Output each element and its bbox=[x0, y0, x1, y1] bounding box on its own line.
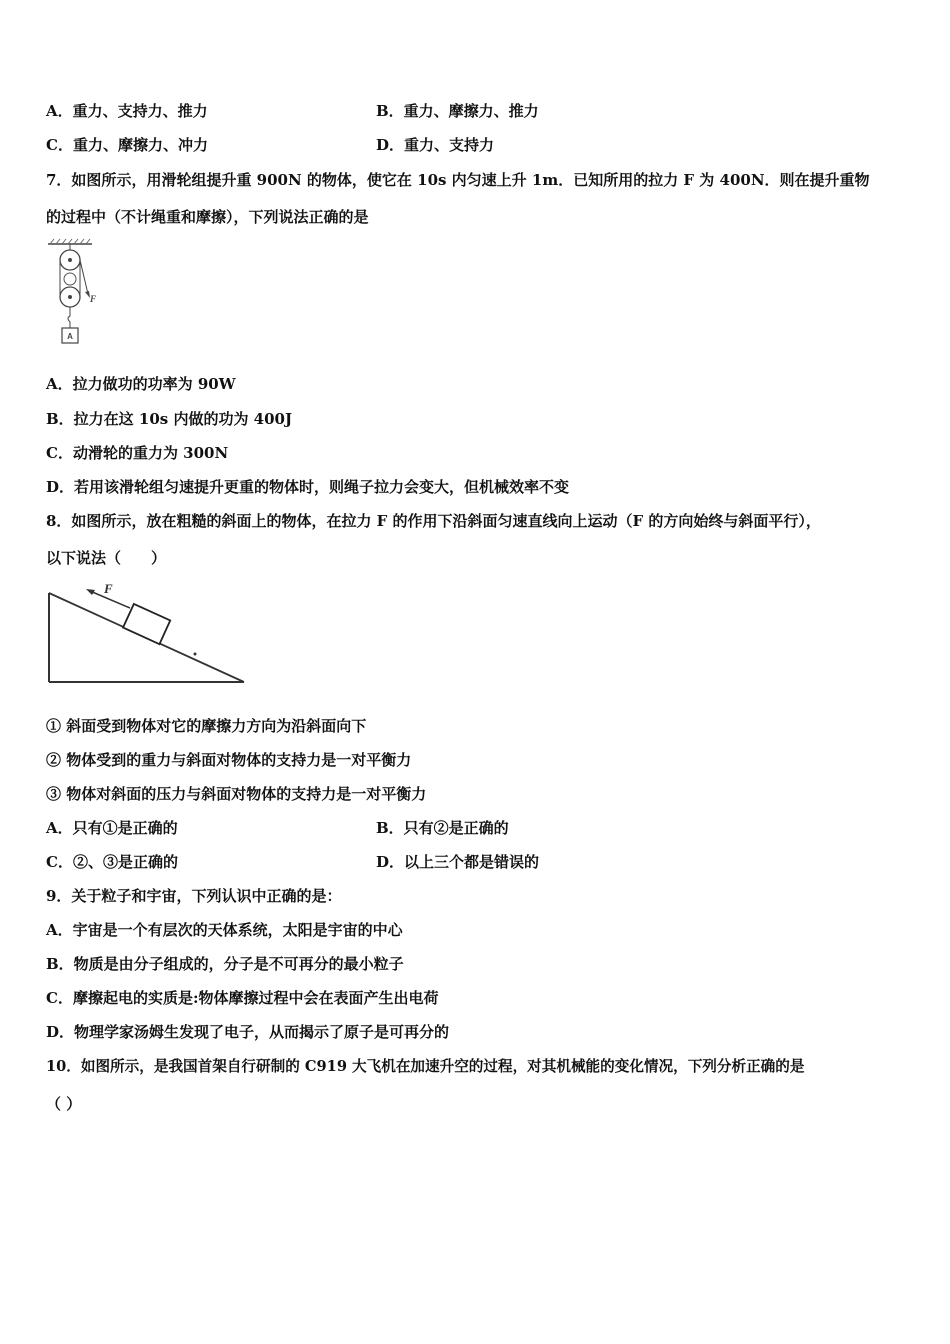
q8-option-b: B．只有②是正确的 bbox=[376, 819, 509, 837]
q8-option-c: C．②、③是正确的 bbox=[46, 853, 178, 871]
q7-stem-line1: 7．如图所示，用滑轮组提升重 900N 的物体，使它在 10s 内匀速上升 1m．已知所用的拉力 F 为 400N．则在提升重物 bbox=[46, 171, 870, 189]
q6-option-c: C．重力、摩擦力、冲力 bbox=[46, 136, 208, 154]
q7-option-d: D．若用该滑轮组匀速提升更重的物体时，则绳子拉力会变大，但机械效率不变 bbox=[46, 478, 570, 496]
q8-stem-line1: 8．如图所示，放在粗糙的斜面上的物体，在拉力 F 的作用下沿斜面匀速直线向上运动（F 的方向始终与斜面平行）， bbox=[46, 512, 821, 530]
q7-weight-label: A bbox=[67, 332, 73, 341]
q7-pulley-figure bbox=[44, 238, 114, 346]
q8-incline-figure bbox=[44, 580, 248, 688]
q7-option-a: A．拉力做功的功率为 90W bbox=[46, 375, 236, 393]
q8-option-a: A．只有①是正确的 bbox=[46, 819, 178, 837]
q9-option-c: C．摩擦起电的实质是:物体摩擦过程中会在表面产生出电荷 bbox=[46, 989, 439, 1007]
q9-stem: 9．关于粒子和宇宙，下列认识中正确的是： bbox=[46, 887, 342, 905]
q8-force-label: F bbox=[104, 581, 113, 596]
q10-stem-line2: （ ） bbox=[46, 1095, 82, 1113]
q10-stem-line1: 10．如图所示，是我国首架自行研制的 C919 大飞机在加速升空的过程，对其机械能的变化情况，下列分析正确的是 bbox=[46, 1058, 805, 1075]
q9-option-b: B．物质是由分子组成的，分子是不可再分的最小粒子 bbox=[46, 955, 404, 973]
q7-force-label: F bbox=[90, 294, 97, 304]
q8-option-d: D．以上三个都是错误的 bbox=[376, 853, 540, 871]
q7-stem-line2: 的过程中（不计绳重和摩擦），下列说法正确的是 bbox=[46, 208, 369, 226]
q7-option-b: B．拉力在这 10s 内做的功为 400J bbox=[46, 410, 293, 428]
q7-option-c: C．动滑轮的重力为 300N bbox=[46, 444, 229, 462]
q6-option-a: A．重力、支持力、推力 bbox=[46, 102, 208, 120]
q9-option-d: D．物理学家汤姆生发现了电子，从而揭示了原子是可再分的 bbox=[46, 1023, 450, 1041]
q8-statement-3: ③ 物体对斜面的压力与斜面对物体的支持力是一对平衡力 bbox=[46, 785, 427, 803]
q8-statement-2: ② 物体受到的重力与斜面对物体的支持力是一对平衡力 bbox=[46, 751, 412, 769]
q8-statement-1: ① 斜面受到物体对它的摩擦力方向为沿斜面向下 bbox=[46, 717, 367, 735]
q6-option-b: B．重力、摩擦力、推力 bbox=[376, 102, 539, 120]
q6-option-d: D．重力、支持力 bbox=[376, 136, 495, 154]
q9-option-a: A．宇宙是一个有层次的天体系统，太阳是宇宙的中心 bbox=[46, 921, 403, 939]
q8-stem-line2: 以下说法（ ） bbox=[46, 549, 167, 567]
